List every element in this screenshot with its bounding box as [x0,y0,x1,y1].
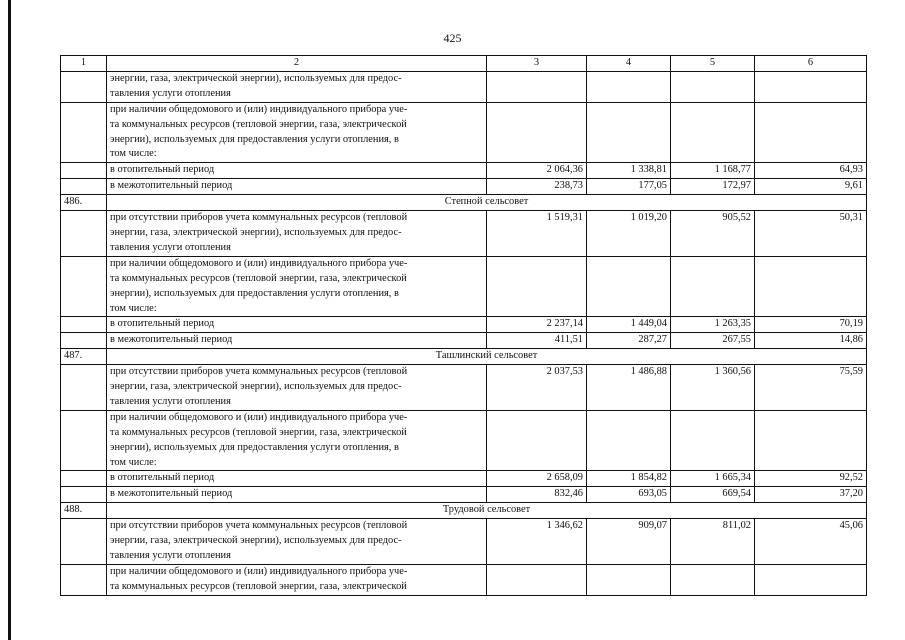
col-header-2: 2 [107,56,487,72]
description-line: та коммунальных ресурсов (тепловой энергии, газа, электрической [110,272,407,284]
col-header-5: 5 [671,56,755,72]
value-col-5: 1 360,56 [671,365,755,411]
value-col-5 [671,71,755,102]
value-col-3 [487,410,587,471]
value-col-3: 2 064,36 [487,163,587,179]
description-line: в межотопительный период [110,488,233,500]
col-header-3: 3 [487,56,587,72]
value-col-6: 64,93 [755,163,867,179]
description-line: том числе: [110,148,157,160]
table-row [61,519,867,565]
table-row [61,564,867,595]
value-col-4: 693,05 [587,487,671,503]
value-col-6: 50,31 [755,211,867,257]
row-number [61,256,107,317]
value-col-6: 70,19 [755,317,867,333]
value-col-4: 1 449,04 [587,317,671,333]
value-col-3: 1 519,31 [487,211,587,257]
row-number [61,317,107,333]
value-col-4 [587,102,671,163]
description-line: при наличии общедомового и (или) индивидуального прибора уче- [110,411,408,423]
row-description [107,211,487,257]
description-line: энергии), используемых для предоставления услуги отопления, в [110,441,399,453]
value-col-4: 287,27 [587,333,671,349]
value-col-3: 1 346,62 [487,519,587,565]
page-number: 425 [443,31,462,45]
value-col-3: 2 658,09 [487,471,587,487]
row-number [61,179,107,195]
value-col-4: 177,05 [587,179,671,195]
row-description [107,333,487,349]
value-col-4: 1 854,82 [587,471,671,487]
description-line: та коммунальных ресурсов (тепловой энергии, газа, электрической [110,426,407,438]
row-number [61,333,107,349]
row-description [107,487,487,503]
description-line: при отсутствии приборов учета коммунальных ресурсов (тепловой [110,520,408,532]
description-line: в отопительный период [110,164,215,176]
description-line: при отсутствии приборов учета коммунальных ресурсов (тепловой [110,212,408,224]
section-title: Степной сельсовет [107,195,867,211]
row-number: 486. [61,195,107,211]
value-col-5: 811,02 [671,519,755,565]
row-description [107,365,487,411]
row-number [61,365,107,411]
row-description [107,102,487,163]
table-row [61,211,867,257]
value-col-4: 1 486,88 [587,365,671,411]
row-number [61,211,107,257]
value-col-6 [755,71,867,102]
value-col-4 [587,410,671,471]
value-col-3 [487,102,587,163]
description-line: в отопительный период [110,318,215,330]
col-header-1: 1 [61,56,107,72]
row-number [61,163,107,179]
value-col-4: 1 019,20 [587,211,671,257]
description-line: тавления услуги отопления [110,87,231,99]
table-row [61,317,867,333]
row-number [61,410,107,471]
value-col-3: 2 037,53 [487,365,587,411]
description-line: том числе: [110,456,157,468]
value-col-3 [487,564,587,595]
row-number [61,102,107,163]
col-header-4: 4 [587,56,671,72]
table-header-row [61,56,867,72]
description-line: при наличии общедомового и (или) индивидуального прибора уче- [110,257,408,269]
row-description [107,471,487,487]
value-col-4 [587,564,671,595]
description-line: тавления услуги отопления [110,550,231,561]
value-col-3: 2 237,14 [487,317,587,333]
value-col-6 [755,102,867,163]
value-col-6: 9,61 [755,179,867,195]
value-col-4: 1 338,81 [587,163,671,179]
table-row [61,365,867,411]
value-col-6 [755,256,867,317]
section-row [61,349,867,365]
description-line: в межотопительный период [110,180,233,192]
section-title: Ташлинский сельсовет [107,349,867,365]
value-col-5: 267,55 [671,333,755,349]
description-line: энергии, газа, электрической энергии), используемых для предос- [110,72,402,84]
value-col-4 [587,71,671,102]
description-line: том числе: [110,302,157,314]
row-number [61,487,107,503]
value-col-3 [487,71,587,102]
table-row [61,179,867,195]
table-row [61,102,867,163]
section-row [61,195,867,211]
row-number [61,564,107,595]
value-col-6 [755,410,867,471]
value-col-6: 45,06 [755,519,867,565]
description-line: та коммунальных ресурсов (тепловой энергии, газа, электрической [110,580,407,592]
table-row [61,410,867,471]
table-row [61,256,867,317]
section-row [61,503,867,519]
value-col-6: 75,59 [755,365,867,411]
value-col-5 [671,102,755,163]
value-col-5: 1 263,35 [671,317,755,333]
row-number [61,519,107,565]
row-number [61,71,107,102]
description-line: в межотопительный период [110,334,233,346]
value-col-4 [587,256,671,317]
table-row [61,71,867,102]
description-line: энергии), используемых для предоставления услуги отопления, в [110,133,399,145]
description-line: при наличии общедомового и (или) индивидуального прибора уче- [110,103,408,115]
table-row [61,471,867,487]
value-col-5 [671,410,755,471]
row-description [107,71,487,102]
row-description [107,317,487,333]
value-col-5 [671,256,755,317]
row-description [107,410,487,471]
description-line: та коммунальных ресурсов (тепловой энергии, газа, электрической [110,118,407,130]
description-line: энергии, газа, электрической энергии), используемых для предос- [110,381,402,393]
row-number: 487. [61,349,107,365]
row-description [107,163,487,179]
value-col-3: 238,73 [487,179,587,195]
value-col-3: 411,51 [487,333,587,349]
value-col-5: 1 665,34 [671,471,755,487]
description-line: в отопительный период [110,472,215,484]
value-col-5 [671,564,755,595]
table-row [61,487,867,503]
value-col-6: 92,52 [755,471,867,487]
value-col-5: 172,97 [671,179,755,195]
row-description [107,564,487,595]
value-col-5: 669,54 [671,487,755,503]
value-col-6: 37,20 [755,487,867,503]
value-col-4: 909,07 [587,519,671,565]
description-line: энергии), используемых для предоставления услуги отопления, в [110,287,399,299]
value-col-3: 832,46 [487,487,587,503]
row-description [107,519,487,565]
row-description [107,256,487,317]
table-row [61,333,867,349]
value-col-6 [755,564,867,595]
col-header-6: 6 [755,56,867,72]
scan-margin-rule [8,0,11,640]
value-col-6: 14,86 [755,333,867,349]
row-number [61,471,107,487]
section-title: Трудовой сельсовет [107,503,867,519]
description-line: энергии, газа, электрической энергии), используемых для предос- [110,535,402,547]
row-number: 488. [61,503,107,519]
description-line: тавления услуги отопления [110,241,231,253]
value-col-3 [487,256,587,317]
description-line: тавления услуги отопления [110,395,231,407]
tariff-table [60,55,867,596]
description-line: при наличии общедомового и (или) индивидуального прибора уче- [110,565,408,577]
value-col-5: 905,52 [671,211,755,257]
table-row [61,163,867,179]
value-col-5: 1 168,77 [671,163,755,179]
row-description [107,179,487,195]
description-line: энергии, газа, электрической энергии), используемых для предос- [110,226,402,238]
description-line: при отсутствии приборов учета коммунальных ресурсов (тепловой [110,366,408,378]
